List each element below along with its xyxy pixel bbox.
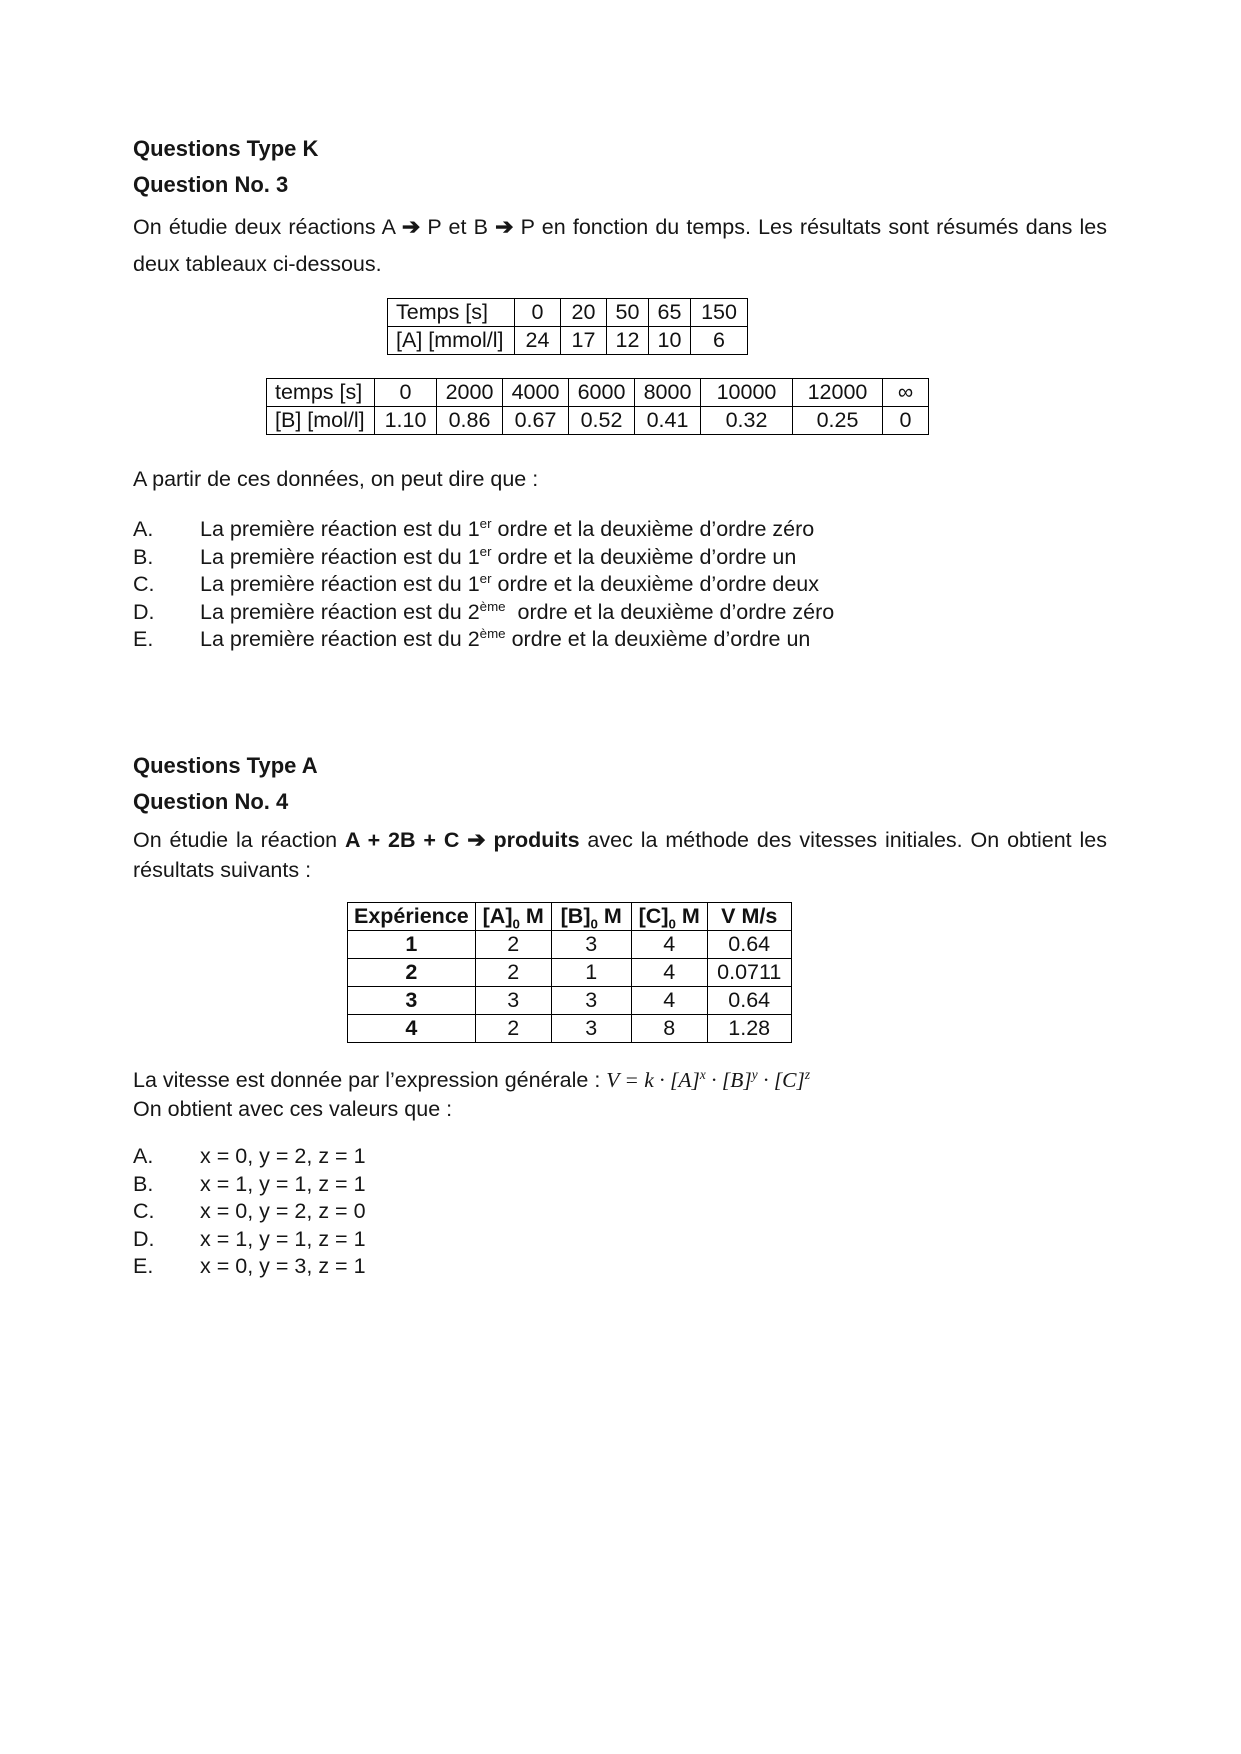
intro-text: avec la méthode des vitesses initiales. On obtient les résultats suivants : <box>133 827 1107 882</box>
table-cell: 8000 <box>635 379 701 407</box>
table-header-row <box>348 902 792 930</box>
question-4-block <box>133 753 1107 1281</box>
option-text <box>200 516 814 544</box>
table-cell: 1 <box>551 958 631 986</box>
table-cell: 1 <box>348 930 476 958</box>
header-text: [C] <box>638 903 669 928</box>
q4-option-d <box>133 1226 1107 1254</box>
option-text <box>200 599 834 627</box>
table-cell: 8 <box>631 1014 707 1042</box>
option-text-pre: La première réaction est du 1 <box>200 517 480 541</box>
ordinal-superscript: er <box>479 543 492 559</box>
option-label: C. <box>133 1199 155 1224</box>
question-4-title: Question No. 4 <box>133 788 289 814</box>
table-row <box>388 327 748 355</box>
table-cell: 3 <box>551 930 631 958</box>
table-cell: 50 <box>607 299 649 327</box>
table-cell: 10000 <box>701 379 793 407</box>
table-cell: 3 <box>551 986 631 1014</box>
option-label: A. <box>133 1143 154 1168</box>
table-cell: 0.25 <box>793 407 883 435</box>
intro-text: P en fonction du temps. Les résultats sont résumés dans les deux tableaux ci-dessous. <box>133 215 1107 276</box>
rate-law-text: La vitesse est donnée par l’expression générale : <box>133 1067 607 1092</box>
question-3-prompt: A partir de ces données, on peut dire que : <box>133 467 539 491</box>
experiments-table <box>347 902 792 1043</box>
formula-part: · [B] <box>705 1067 752 1092</box>
reaction-a-table <box>387 298 748 355</box>
table-cell: 4 <box>631 986 707 1014</box>
right-arrow-icon: ➔ <box>467 826 486 852</box>
table-cell: 2 <box>475 930 551 958</box>
table-cell: 2 <box>475 958 551 986</box>
section-title-type-k: Questions Type K <box>133 136 319 161</box>
intro-text: On étudie deux réactions A <box>133 215 402 239</box>
header-text: M <box>519 903 544 928</box>
option-label: E. <box>133 627 154 652</box>
option-text <box>200 571 819 599</box>
q4-option-c <box>133 1198 1107 1226</box>
option-label: A. <box>133 517 154 541</box>
option-label: B. <box>133 544 154 569</box>
table-header-cell <box>475 902 551 930</box>
table-cell: Temps [s] <box>388 299 515 327</box>
question-3-options <box>133 516 1107 654</box>
table-cell: [A] [mmol/l] <box>388 327 515 355</box>
header-text: M <box>675 903 700 928</box>
ordinal-superscript: ème <box>479 626 506 642</box>
subscript-zero: 0 <box>512 916 520 932</box>
table-cell: 6 <box>691 327 748 355</box>
ordinal-superscript: er <box>479 515 492 531</box>
header-text: [B] <box>560 903 591 928</box>
option-text-post: ordre et la deuxième d’ordre deux <box>491 572 819 597</box>
table-header-cell <box>707 902 791 930</box>
table-cell: 6000 <box>569 379 635 407</box>
option-text: x = 0, y = 3, z = 1 <box>200 1254 366 1279</box>
rate-law-line <box>133 1066 1107 1095</box>
table-cell: 0.86 <box>437 407 503 435</box>
option-text <box>200 626 810 654</box>
q4-option-b <box>133 1171 1107 1199</box>
right-arrow-icon: ➔ <box>495 214 514 239</box>
ordinal-superscript: er <box>479 571 492 587</box>
exponent-z: z <box>804 1066 811 1082</box>
table-cell: 20 <box>561 299 607 327</box>
option-label: C. <box>133 572 155 597</box>
question-4-options <box>133 1143 1107 1281</box>
formula-part: V = k · [A] <box>606 1067 700 1092</box>
exponent-x: x <box>699 1066 706 1082</box>
option-text-pre: La première réaction est du 1 <box>200 544 480 569</box>
table-cell: 0.41 <box>635 407 701 435</box>
table-cell: 0.64 <box>707 986 791 1014</box>
formula-part: · [C] <box>757 1067 805 1092</box>
option-text <box>200 544 796 572</box>
table-cell: 1.10 <box>375 407 437 435</box>
question-3-title: Question No. 3 <box>133 172 289 197</box>
header-text: Expérience <box>354 903 469 928</box>
option-text-pre: La première réaction est du 1 <box>200 572 480 597</box>
table-cell: 4 <box>631 958 707 986</box>
table-row <box>388 299 748 327</box>
option-text-post: ordre et la deuxième d’ordre zéro <box>491 517 815 541</box>
option-label: B. <box>133 1171 154 1196</box>
option-text: x = 0, y = 2, z = 1 <box>200 1143 366 1168</box>
table-cell: temps [s] <box>267 379 375 407</box>
table-header-cell <box>631 902 707 930</box>
intro-text: P et B <box>420 215 496 239</box>
q3-option-c <box>133 571 1107 599</box>
table-cell: 12000 <box>793 379 883 407</box>
table-row <box>267 407 929 435</box>
intro-text: On étudie la réaction <box>133 827 346 852</box>
question-4-intro <box>133 825 1107 885</box>
subscript-zero: 0 <box>590 916 598 932</box>
option-text-post: ordre et la deuxième d’ordre zéro <box>505 599 835 624</box>
ordinal-superscript: ème <box>479 598 506 614</box>
table-cell: 10 <box>649 327 691 355</box>
infinity-symbol: ∞ <box>883 379 929 407</box>
table-cell: 0.52 <box>569 407 635 435</box>
table-cell: 4000 <box>503 379 569 407</box>
table-cell: 0.67 <box>503 407 569 435</box>
table-cell: [B] [mol/l] <box>267 407 375 435</box>
reaction-product: produits <box>485 827 580 852</box>
header-text: [A] <box>482 903 513 928</box>
q3-option-d <box>133 599 1107 627</box>
option-text-pre: La première réaction est du 2 <box>200 599 480 624</box>
question-3-block <box>133 136 1107 654</box>
option-label: D. <box>133 1226 155 1251</box>
table-cell: 0 <box>515 299 561 327</box>
q3-option-a <box>133 516 1107 544</box>
option-label: D. <box>133 599 155 624</box>
rate-law-formula <box>606 1068 810 1092</box>
table-row <box>348 986 792 1014</box>
option-text: x = 1, y = 1, z = 1 <box>200 1171 366 1196</box>
q4-option-e <box>133 1253 1107 1281</box>
table-row <box>267 379 929 407</box>
table-cell: 2000 <box>437 379 503 407</box>
option-text: x = 0, y = 2, z = 0 <box>200 1199 366 1224</box>
exponent-y: y <box>751 1066 758 1082</box>
table-cell: 3 <box>551 1014 631 1042</box>
question-4-prompt: On obtient avec ces valeurs que : <box>133 1096 453 1121</box>
table-cell: 0 <box>883 407 929 435</box>
table-cell: 0 <box>375 379 437 407</box>
table-cell: 12 <box>607 327 649 355</box>
table-cell: 150 <box>691 299 748 327</box>
table-header-cell <box>551 902 631 930</box>
table-cell: 1.28 <box>707 1014 791 1042</box>
table-row <box>348 930 792 958</box>
table-cell: 2 <box>348 958 476 986</box>
option-text-post: ordre et la deuxième d’ordre un <box>505 627 811 652</box>
option-label: E. <box>133 1254 154 1279</box>
header-text: V M/s <box>721 903 778 928</box>
section-title-type-a: Questions Type A <box>133 752 318 778</box>
table-cell: 0.0711 <box>707 958 791 986</box>
table-cell: 65 <box>649 299 691 327</box>
table-cell: 3 <box>348 986 476 1014</box>
option-text-pre: La première réaction est du 2 <box>200 627 480 652</box>
table-cell: 17 <box>561 327 607 355</box>
table-header-cell <box>348 902 476 930</box>
table-cell: 4 <box>348 1014 476 1042</box>
header-text: M <box>597 903 622 928</box>
table-cell: 0.32 <box>701 407 793 435</box>
reaction-b-table <box>266 378 929 435</box>
q4-option-a <box>133 1143 1107 1171</box>
table-cell: 24 <box>515 327 561 355</box>
option-text-post: ordre et la deuxième d’ordre un <box>491 544 797 569</box>
subscript-zero: 0 <box>668 916 676 932</box>
option-text: x = 1, y = 1, z = 1 <box>200 1226 366 1251</box>
q3-option-e <box>133 626 1107 654</box>
table-row <box>348 1014 792 1042</box>
table-cell: 4 <box>631 930 707 958</box>
table-cell: 0.64 <box>707 930 791 958</box>
question-3-intro <box>133 208 1107 283</box>
q3-option-b <box>133 544 1107 572</box>
table-cell: 3 <box>475 986 551 1014</box>
table-row <box>348 958 792 986</box>
reaction-equation: A + 2B + C <box>345 827 468 852</box>
right-arrow-icon: ➔ <box>401 214 421 239</box>
table-cell: 2 <box>475 1014 551 1042</box>
